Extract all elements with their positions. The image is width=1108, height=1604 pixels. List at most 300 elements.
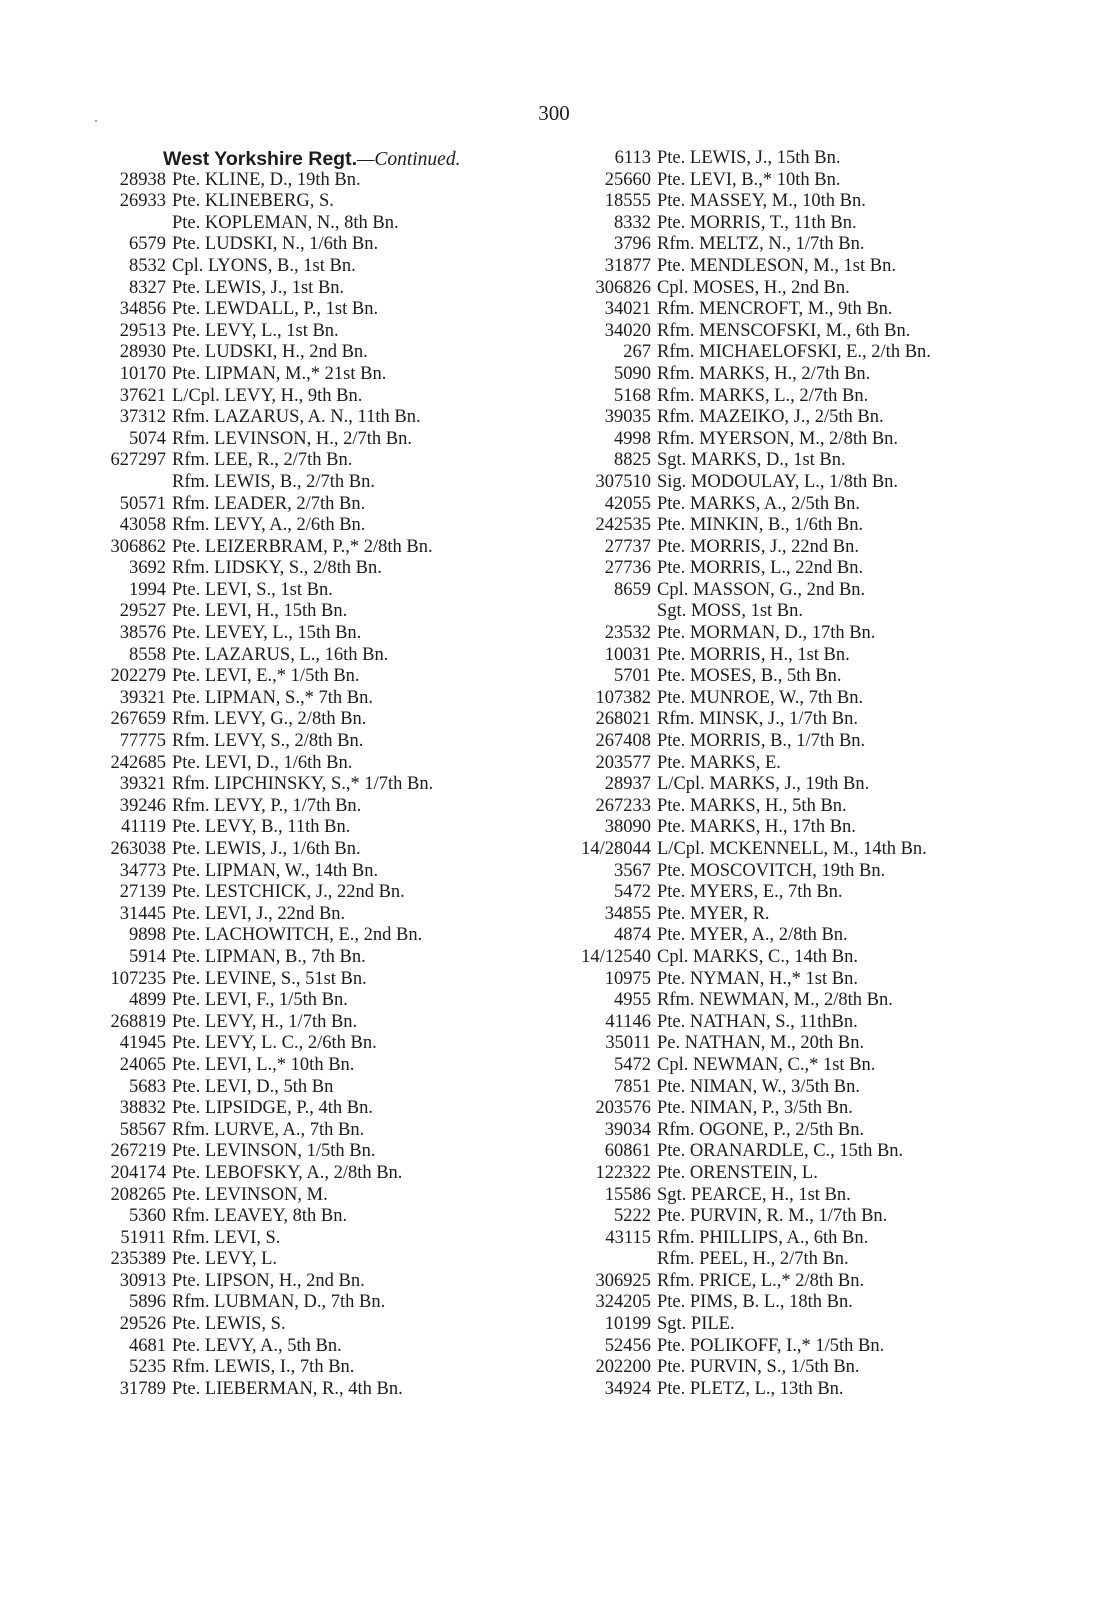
soldier-entry: Pte. LEVI, B.,* 10th Bn. xyxy=(657,169,841,190)
soldier-entry: Rfm. LEVI, S. xyxy=(172,1227,281,1248)
roll-entry xyxy=(100,839,540,861)
service-number: 24065 xyxy=(119,1054,166,1075)
soldier-entry: Pte. LIPMAN, M.,* 21st Bn. xyxy=(172,363,387,384)
roll-entry xyxy=(100,299,540,321)
roll-entry xyxy=(565,1098,1035,1120)
service-number: 43058 xyxy=(119,515,166,536)
roll-entry xyxy=(565,170,1035,192)
roll-entry xyxy=(565,1055,1035,1077)
roll-entry xyxy=(100,1033,540,1055)
soldier-entry: Pte. LIPMAN, S.,* 7th Bn. xyxy=(172,687,373,708)
soldier-entry: Rfm. LIPCHINSKY, S.,* 1/7th Bn. xyxy=(172,774,434,795)
soldier-entry: Pte. MINKIN, B., 1/6th Bn. xyxy=(657,515,864,536)
service-number: 25660 xyxy=(604,169,651,190)
service-number: 10199 xyxy=(604,1314,651,1335)
soldier-entry: Rfm. MELTZ, N., 1/7th Bn. xyxy=(657,234,865,255)
continued-label: —Continued. xyxy=(356,149,461,170)
regiment-name: West Yorkshire Regt. xyxy=(163,148,357,170)
soldier-entry: Sgt. MOSS, 1st Bn. xyxy=(657,601,803,622)
roll-entry xyxy=(565,796,1035,818)
soldier-entry: Rfm. PEEL, H., 2/7th Bn. xyxy=(657,1249,849,1270)
soldier-entry: Sgt. PILE. xyxy=(657,1314,735,1335)
roll-entry xyxy=(100,170,540,192)
service-number: 31789 xyxy=(119,1378,166,1399)
roll-entry xyxy=(100,1379,540,1401)
roll-entry xyxy=(100,342,540,364)
service-number: 267233 xyxy=(595,795,651,816)
service-number: 267219 xyxy=(110,1141,166,1162)
service-number: 77775 xyxy=(119,731,166,752)
service-number: 34021 xyxy=(604,299,651,320)
soldier-entry: Pte. LEWIS, S. xyxy=(172,1314,286,1335)
service-number: 38832 xyxy=(119,1098,166,1119)
service-number: 5701 xyxy=(614,666,651,687)
roll-entry xyxy=(565,278,1035,300)
soldier-entry: Pte. MORRIS, T., 11th Bn. xyxy=(657,212,857,233)
soldier-entry: Pte. NIMAN, P., 3/5th Bn. xyxy=(657,1098,853,1119)
roll-entry xyxy=(565,558,1035,580)
roll-entry xyxy=(100,688,540,710)
soldier-entry: Pte. PURVIN, R. M., 1/7th Bn. xyxy=(657,1206,888,1227)
roll-entry xyxy=(100,1357,540,1379)
service-number: 5914 xyxy=(129,946,166,967)
soldier-entry: Pte. MORRIS, L., 22nd Bn. xyxy=(657,558,864,579)
service-number: 3567 xyxy=(614,860,651,881)
service-number: 3692 xyxy=(129,558,166,579)
service-number: 263038 xyxy=(110,839,166,859)
service-number: 34855 xyxy=(604,903,651,924)
roll-entry xyxy=(100,429,540,451)
service-number: 10975 xyxy=(604,968,651,989)
service-number: 5683 xyxy=(129,1076,166,1097)
roll-entry xyxy=(565,1357,1035,1379)
roll-entry xyxy=(565,580,1035,602)
soldier-entry: Cpl. LYONS, B., 1st Bn. xyxy=(172,255,356,276)
service-number: 324205 xyxy=(595,1292,651,1313)
soldier-entry: Rfm. MENSCOFSKI, M., 6th Bn. xyxy=(657,320,911,341)
soldier-entry: Sgt. MARKS, D., 1st Bn. xyxy=(657,450,846,471)
soldier-entry: Pte. LUDSKI, N., 1/6th Bn. xyxy=(172,234,379,255)
soldier-entry: Rfm. LEAVEY, 8th Bn. xyxy=(172,1206,348,1227)
roll-entry xyxy=(100,947,540,969)
roll-entry xyxy=(100,731,540,753)
soldier-entry: Pte. LAZARUS, L., 16th Bn. xyxy=(172,644,389,665)
roll-entry xyxy=(565,666,1035,688)
roll-entry xyxy=(100,1185,540,1207)
soldier-entry: Cpl. MOSES, H., 2nd Bn. xyxy=(657,277,850,298)
roll-entry xyxy=(565,925,1035,947)
service-number: 10031 xyxy=(604,644,651,665)
soldier-entry: Pte. MOSES, B., 5th Bn. xyxy=(657,666,842,687)
roll-entry xyxy=(565,753,1035,775)
service-number: 52456 xyxy=(604,1335,651,1356)
roll-entry xyxy=(100,256,540,278)
soldier-entry: Pte. MYER, R. xyxy=(657,903,770,924)
roll-entry xyxy=(100,904,540,926)
roll-entry xyxy=(565,299,1035,321)
roll-entry xyxy=(100,1336,540,1358)
roll-entry xyxy=(100,407,540,429)
service-number: 34020 xyxy=(604,320,651,341)
soldier-entry: Pte. MYER, A., 2/8th Bn. xyxy=(657,925,848,946)
roll-entry xyxy=(565,364,1035,386)
soldier-entry: Pte. MORRIS, B., 1/7th Bn. xyxy=(657,731,866,752)
service-number: 5235 xyxy=(129,1357,166,1378)
roll-entry xyxy=(565,1228,1035,1250)
roll-entry xyxy=(100,969,540,991)
service-number: 29527 xyxy=(119,601,166,622)
roll-entry xyxy=(565,817,1035,839)
soldier-entry: Pte. LEVINSON, 1/5th Bn. xyxy=(172,1141,376,1162)
soldier-entry: Pte. LEVY, H., 1/7th Bn. xyxy=(172,1011,358,1032)
soldier-entry: Pte. MARKS, E. xyxy=(657,752,781,773)
service-number: 4998 xyxy=(614,428,651,449)
roll-entry xyxy=(565,234,1035,256)
service-number xyxy=(565,1249,651,1271)
roll-entry xyxy=(565,494,1035,516)
roll-entry xyxy=(565,1163,1035,1185)
service-number: 4874 xyxy=(614,925,651,946)
soldier-entry: Pte. ORENSTEIN, L. xyxy=(657,1162,818,1183)
roll-entry xyxy=(565,969,1035,991)
service-number: 202200 xyxy=(595,1357,651,1378)
roll-entry xyxy=(100,580,540,602)
soldier-entry: Pte. LEVI, H., 15th Bn. xyxy=(172,601,348,622)
soldier-entry: Rfm. LEVINSON, H., 2/7th Bn. xyxy=(172,428,412,449)
roll-entry xyxy=(100,1206,540,1228)
service-number: 5168 xyxy=(614,385,651,406)
service-number: 4681 xyxy=(129,1335,166,1356)
soldier-entry: Cpl. NEWMAN, C.,* 1st Bn. xyxy=(657,1054,876,1075)
roll-entry xyxy=(100,472,540,494)
service-number: 50571 xyxy=(119,493,166,514)
roll-entry xyxy=(100,364,540,386)
service-number: 267659 xyxy=(110,709,166,730)
soldier-entry: Pte. MUNROE, W., 7th Bn. xyxy=(657,687,864,708)
service-number: 58567 xyxy=(119,1119,166,1140)
service-number: 8659 xyxy=(614,579,651,600)
roll-entry xyxy=(565,1120,1035,1142)
soldier-entry: Pte. NYMAN, H.,* 1st Bn. xyxy=(657,968,858,989)
soldier-entry: Pte. LEVEY, L., 15th Bn. xyxy=(172,623,362,644)
service-number: 39246 xyxy=(119,795,166,816)
roll-entry xyxy=(565,1336,1035,1358)
service-number: 38576 xyxy=(119,623,166,644)
roll-entry xyxy=(565,882,1035,904)
soldier-entry: Pte. KLINEBERG, S. xyxy=(172,191,334,212)
soldier-entry: Sig. MODOULAY, L., 1/8th Bn. xyxy=(657,471,899,492)
service-number: 39035 xyxy=(604,407,651,428)
service-number: 42055 xyxy=(604,493,651,514)
service-number: 4955 xyxy=(614,990,651,1011)
soldier-entry: Pte. LEWIS, J., 1st Bn. xyxy=(172,277,345,298)
soldier-entry: Pte. LEVINE, S., 51st Bn. xyxy=(172,968,367,989)
roll-entry xyxy=(565,904,1035,926)
soldier-entry: Cpl. MARKS, C., 14th Bn. xyxy=(657,946,858,967)
roll-entry xyxy=(565,1077,1035,1099)
service-number: 8332 xyxy=(614,212,651,233)
soldier-entry: Pte. LEVI, E.,* 1/5th Bn. xyxy=(172,666,360,687)
roll-entry xyxy=(100,1163,540,1185)
service-number: 34856 xyxy=(119,299,166,320)
service-number: 5090 xyxy=(614,363,651,384)
service-number: 37312 xyxy=(119,407,166,428)
soldier-entry: Pte. PIMS, B. L., 18th Bn. xyxy=(657,1292,853,1313)
service-number: 5896 xyxy=(129,1292,166,1313)
roll-entry xyxy=(100,817,540,839)
roll-entry xyxy=(100,623,540,645)
service-number: 39321 xyxy=(119,687,166,708)
roll-entry xyxy=(100,709,540,731)
roll-entry xyxy=(565,1141,1035,1163)
soldier-entry: Rfm. LEE, R., 2/7th Bn. xyxy=(172,450,353,471)
service-number: 5472 xyxy=(614,882,651,903)
soldier-entry: Pte. PURVIN, S., 1/5th Bn. xyxy=(657,1357,860,1378)
roll-entry xyxy=(100,1271,540,1293)
roll-entry xyxy=(565,601,1035,623)
service-number: 35011 xyxy=(605,1033,651,1054)
service-number: 28930 xyxy=(119,342,166,363)
roll-entry xyxy=(100,321,540,343)
service-number: 38090 xyxy=(604,817,651,838)
soldier-entry: Pte. LEVI, L.,* 10th Bn. xyxy=(172,1054,355,1075)
service-number: 14/28044 xyxy=(581,839,651,859)
roll-entry xyxy=(100,213,540,235)
service-number: 29526 xyxy=(119,1314,166,1335)
service-number: 23532 xyxy=(604,623,651,644)
roll-entry xyxy=(100,1120,540,1142)
soldier-entry: Rfm. LURVE, A., 7th Bn. xyxy=(172,1119,365,1140)
service-number: 307510 xyxy=(595,471,651,492)
soldier-entry: Pte. MORMAN, D., 17th Bn. xyxy=(657,623,876,644)
roll-entry xyxy=(565,450,1035,472)
roll-entry xyxy=(565,537,1035,559)
service-number: 268021 xyxy=(595,709,651,730)
soldier-entry: Pte. MARKS, H., 17th Bn. xyxy=(657,817,856,838)
service-number: 18555 xyxy=(604,191,651,212)
soldier-entry: Pte. LEVI, D., 1/6th Bn. xyxy=(172,752,353,773)
heading-spacer xyxy=(100,148,540,170)
soldier-entry: Pte. LEIZERBRAM, P.,* 2/8th Bn. xyxy=(172,536,433,557)
service-number: 30913 xyxy=(119,1270,166,1291)
soldier-entry: Pte. LEWIS, J., 1/6th Bn. xyxy=(172,839,361,859)
roll-entry xyxy=(100,558,540,580)
roll-entry xyxy=(100,990,540,1012)
soldier-entry: Pte. LUDSKI, H., 2nd Bn. xyxy=(172,342,368,363)
roll-entry xyxy=(565,472,1035,494)
soldier-entry: Pte. MORRIS, J., 22nd Bn. xyxy=(657,536,859,557)
roll-entry xyxy=(565,407,1035,429)
soldier-entry: Pte. NIMAN, W., 3/5th Bn. xyxy=(657,1076,861,1097)
service-number: 235389 xyxy=(110,1249,166,1270)
service-number: 306862 xyxy=(110,536,166,557)
soldier-entry: Rfm. LEADER, 2/7th Bn. xyxy=(172,493,366,514)
roll-entry xyxy=(565,774,1035,796)
soldier-entry: Sgt. PEARCE, H., 1st Bn. xyxy=(657,1184,851,1205)
roll-entry xyxy=(565,645,1035,667)
service-number: 242685 xyxy=(110,752,166,773)
soldier-entry: Pte. LEWIS, J., 15th Bn. xyxy=(657,148,841,168)
soldier-entry: Rfm. LEVY, A., 2/6th Bn. xyxy=(172,515,366,536)
soldier-entry: Pte. LEVY, L. xyxy=(172,1249,278,1270)
service-number: 203577 xyxy=(595,752,651,773)
soldier-entry: Rfm. MYERSON, M., 2/8th Bn. xyxy=(657,428,899,449)
roll-entry xyxy=(565,148,1035,170)
soldier-entry: Pte. LEVY, L., 1st Bn. xyxy=(172,320,339,341)
soldier-entry: Rfm. MENCROFT, M., 9th Bn. xyxy=(657,299,893,320)
soldier-entry: L/Cpl. MARKS, J., 19th Bn. xyxy=(657,774,870,795)
soldier-entry: Pte. LEVINSON, M. xyxy=(172,1184,328,1205)
service-number: 60861 xyxy=(604,1141,651,1162)
roll-entry xyxy=(565,213,1035,235)
service-number: 306925 xyxy=(595,1270,651,1291)
soldier-entry: Pte. POLIKOFF, I.,* 1/5th Bn. xyxy=(657,1335,885,1356)
service-number: 7851 xyxy=(614,1076,651,1097)
service-number: 4899 xyxy=(129,990,166,1011)
service-number: 34773 xyxy=(119,860,166,881)
service-number: 6579 xyxy=(129,234,166,255)
right-column xyxy=(565,148,1035,1400)
service-number: 267 xyxy=(623,342,651,363)
service-number: 5472 xyxy=(614,1054,651,1075)
roll-entry xyxy=(565,839,1035,861)
service-number: 37621 xyxy=(119,385,166,406)
soldier-entry: L/Cpl. LEVY, H., 9th Bn. xyxy=(172,385,363,406)
soldier-entry: Pte. LIPSIDGE, P., 4th Bn. xyxy=(172,1098,373,1119)
roll-entry xyxy=(100,774,540,796)
roll-entry xyxy=(565,429,1035,451)
service-number: 39321 xyxy=(119,774,166,795)
soldier-entry: Rfm. MICHAELOFSKI, E., 2/th Bn. xyxy=(657,342,931,363)
roll-entry xyxy=(100,234,540,256)
soldier-entry: Pte. KOPLEMAN, N., 8th Bn. xyxy=(172,212,399,233)
roll-entry xyxy=(100,645,540,667)
soldier-entry: Rfm. MARKS, H., 2/7th Bn. xyxy=(657,363,871,384)
soldier-entry: Pte. MORRIS, H., 1st Bn. xyxy=(657,644,850,665)
roll-entry xyxy=(565,342,1035,364)
soldier-entry: Pte. MENDLESON, M., 1st Bn. xyxy=(657,255,896,276)
service-number: 268819 xyxy=(110,1011,166,1032)
soldier-entry: Pte. LESTCHICK, J., 22nd Bn. xyxy=(172,882,405,903)
service-number: 41945 xyxy=(119,1033,166,1054)
roll-entry xyxy=(565,1033,1035,1055)
service-number: 208265 xyxy=(110,1184,166,1205)
roll-entry xyxy=(100,1077,540,1099)
soldier-entry: Rfm. LIDSKY, S., 2/8th Bn. xyxy=(172,558,382,579)
soldier-entry: Pte. MARKS, H., 5th Bn. xyxy=(657,795,847,816)
roll-entry xyxy=(565,1249,1035,1271)
service-number xyxy=(100,472,166,494)
service-number: 43115 xyxy=(605,1227,651,1248)
service-number: 10170 xyxy=(119,363,166,384)
service-number: 31445 xyxy=(119,903,166,924)
roll-entry xyxy=(100,1012,540,1034)
soldier-entry: Pte. LEWDALL, P., 1st Bn. xyxy=(172,299,379,320)
roll-entry xyxy=(565,623,1035,645)
roll-entry xyxy=(565,191,1035,213)
service-number: 5074 xyxy=(129,428,166,449)
service-number: 8558 xyxy=(129,644,166,665)
roll-entry xyxy=(565,256,1035,278)
roll-entry xyxy=(100,515,540,537)
soldier-entry: Rfm. PHILLIPS, A., 6th Bn. xyxy=(657,1227,869,1248)
roll-entry xyxy=(565,947,1035,969)
roll-entry xyxy=(565,1271,1035,1293)
page-number: 300 xyxy=(538,101,570,125)
service-number: 242535 xyxy=(595,515,651,536)
roll-entry xyxy=(565,1185,1035,1207)
soldier-entry: Pe. NATHAN, M., 20th Bn. xyxy=(657,1033,865,1054)
soldier-entry: Pte. LACHOWITCH, E., 2nd Bn. xyxy=(172,925,423,946)
service-number: 204174 xyxy=(110,1162,166,1183)
roll-entry xyxy=(100,666,540,688)
roll-entry xyxy=(100,796,540,818)
roll-entry xyxy=(565,1206,1035,1228)
service-number: 8532 xyxy=(129,255,166,276)
soldier-entry: Pte. LEVY, L. C., 2/6th Bn. xyxy=(172,1033,377,1054)
soldier-entry: Rfm. LEVY, S., 2/8th Bn. xyxy=(172,731,364,752)
service-number: 41146 xyxy=(605,1011,651,1032)
soldier-entry: Pte. PLETZ, L., 13th Bn. xyxy=(657,1378,844,1399)
roll-entry xyxy=(100,494,540,516)
soldier-entry: Pte. KLINE, D., 19th Bn. xyxy=(172,169,361,190)
service-number: 39034 xyxy=(604,1119,651,1140)
roll-entry xyxy=(100,278,540,300)
roll-entry xyxy=(100,1098,540,1120)
service-number: 1994 xyxy=(129,579,166,600)
service-number: 15586 xyxy=(604,1184,651,1205)
soldier-entry: Rfm. MARKS, L., 2/7th Bn. xyxy=(657,385,869,406)
soldier-entry: Pte. LEVI, J., 22nd Bn. xyxy=(172,903,346,924)
service-number: 27139 xyxy=(119,882,166,903)
soldier-entry: Pte. LEVY, B., 11th Bn. xyxy=(172,817,351,838)
service-number: 28937 xyxy=(604,774,651,795)
roll-entry xyxy=(565,1292,1035,1314)
roll-entry xyxy=(100,925,540,947)
roll-entry xyxy=(100,386,540,408)
roll-entry xyxy=(100,191,540,213)
roll-entry xyxy=(565,709,1035,731)
soldier-entry: Pte. LIPMAN, B., 7th Bn. xyxy=(172,946,366,967)
roll-entry xyxy=(565,386,1035,408)
soldier-entry: Pte. LEVY, A., 5th Bn. xyxy=(172,1335,342,1356)
service-number: 51911 xyxy=(120,1227,166,1248)
roll-entry xyxy=(100,753,540,775)
service-number: 27737 xyxy=(604,536,651,557)
soldier-entry: Pte. LEVI, F., 1/5th Bn. xyxy=(172,990,348,1011)
soldier-entry: Pte. MOSCOVITCH, 19th Bn. xyxy=(657,860,886,881)
soldier-entry: Rfm. MAZEIKO, J., 2/5th Bn. xyxy=(657,407,884,428)
service-number: 31877 xyxy=(604,255,651,276)
service-number xyxy=(100,213,166,235)
service-number: 107235 xyxy=(110,968,166,989)
soldier-entry: L/Cpl. MCKENNELL, M., 14th Bn. xyxy=(657,839,927,859)
soldier-entry: Rfm. MINSK, J., 1/7th Bn. xyxy=(657,709,858,730)
roll-entry xyxy=(100,1228,540,1250)
service-number: 8825 xyxy=(614,450,651,471)
roll-entry xyxy=(565,1012,1035,1034)
soldier-entry: Rfm. NEWMAN, M., 2/8th Bn. xyxy=(657,990,893,1011)
soldier-entry: Cpl. MASSON, G., 2nd Bn. xyxy=(657,579,866,600)
service-number: 9898 xyxy=(129,925,166,946)
soldier-entry: Rfm. LEWIS, I., 7th Bn. xyxy=(172,1357,355,1378)
soldier-entry: Pte. MASSEY, M., 10th Bn. xyxy=(657,191,866,212)
roll-entry xyxy=(100,601,540,623)
roll-entry xyxy=(100,537,540,559)
soldier-entry: Pte. LIPMAN, W., 14th Bn. xyxy=(172,860,379,881)
service-number: 14/12540 xyxy=(581,946,651,967)
soldier-entry: Rfm. LEWIS, B., 2/7th Bn. xyxy=(172,471,375,492)
